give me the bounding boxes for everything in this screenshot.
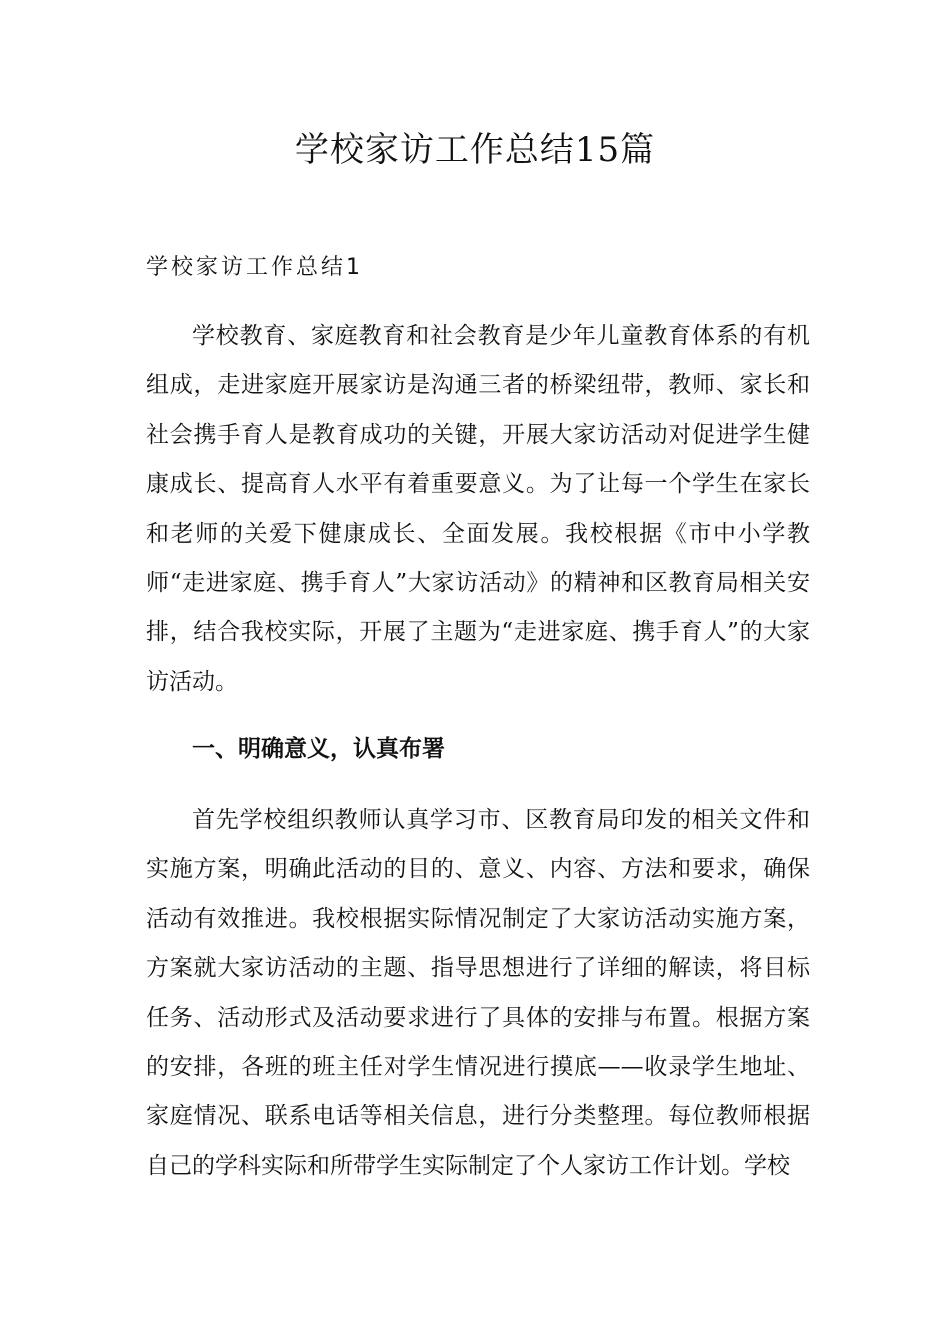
section-heading: 学校家访工作总结1 [146, 255, 363, 280]
paragraph-deployment: 首先学校组织教师认真学习市、区教育局印发的相关文件和实施方案，明确此活动的目的、意义、内容、方法和要求，确保活动有效推进。我校根据实际情况制定了大家访活动实施方案，方案就大家访活动的主题、指导思想进行了详细的解读，将目标任务、活动形式及活动要求进行了具体的安排与布置。根据方案的安排，各班的班主任对学生情况进行摸底——收录学生地址、家庭情况、联系电话等相关信息，进行分类整理。每位教师根据自己的学科实际和所带学生实际制定了个人家访工作计划。学校 [146, 807, 810, 1179]
subheading-clarify-meaning: 一、明确意义，认真布署 [192, 735, 445, 762]
paragraph-intro: 学校教育、家庭教育和社会教育是少年儿童教育体系的有机组成，走进家庭开展家访是沟通三者的桥梁纽带，教师、家长和社会携手育人是教育成功的关键，开展大家访活动对促进学生健康成长、提高育人水平有着重要意义。为了让每一个学生在家长和老师的关爱下健康成长、全面发展。我校根据《市中小学教师“走进家庭、携手育人”大家访活动》的精神和区教育局相关安排，结合我校实际，开展了主题为“走进家庭、携手育人”的大家访活动。 [146, 323, 810, 695]
document-title: 学校家访工作总结15篇 [294, 130, 656, 170]
